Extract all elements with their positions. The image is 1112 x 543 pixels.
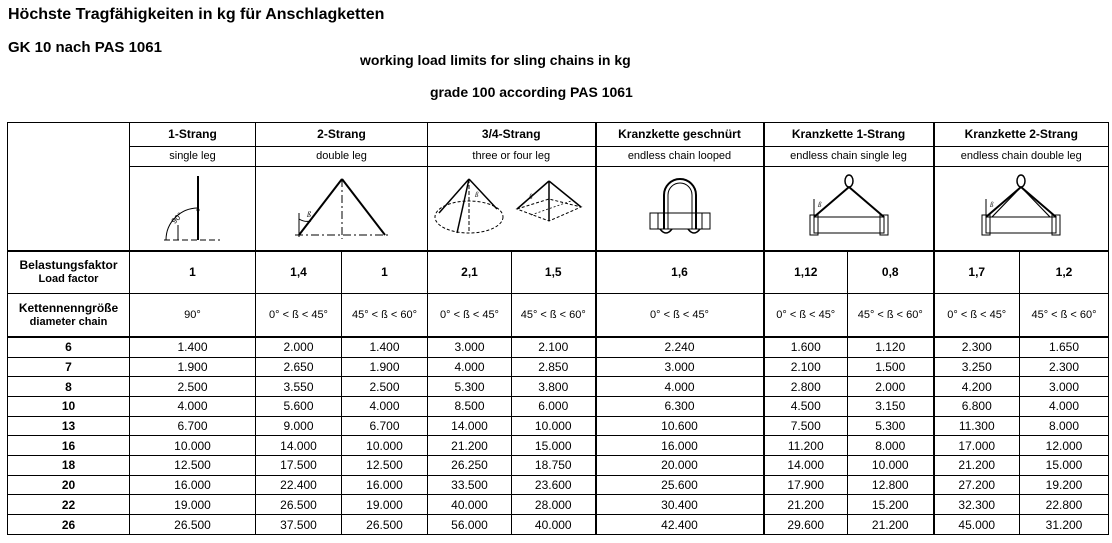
load-value-cell: 17.900	[764, 475, 848, 495]
load-value-cell: 1.900	[130, 357, 256, 377]
group-name-endless-looped: Kranzkette geschnürt	[596, 123, 764, 147]
load-value-cell: 4.000	[342, 396, 428, 416]
diameter-label-en: diameter chain	[29, 315, 108, 328]
load-value-cell: 21.200	[428, 436, 512, 456]
illustration-endless-single	[764, 166, 934, 251]
load-value-cell: 6.300	[596, 396, 764, 416]
chain-diameter: 20	[8, 475, 130, 495]
chain-diameter: 13	[8, 416, 130, 436]
load-factor-label-cell	[8, 251, 130, 294]
page-subtitle: GK 10 nach PAS 1061	[8, 39, 162, 56]
illustration-double-leg	[256, 166, 428, 251]
load-value-cell: 31.200	[1020, 515, 1109, 535]
load-value-cell: 9.000	[256, 416, 342, 436]
group-name-single-leg: 1-Strang	[130, 123, 256, 147]
load-value-cell: 3.800	[512, 377, 596, 397]
load-value-cell: 2.300	[1020, 357, 1109, 377]
load-value-cell: 14.000	[764, 456, 848, 476]
load-value-cell: 8.000	[1020, 416, 1109, 436]
load-value-cell: 8.500	[428, 396, 512, 416]
load-value-cell: 42.400	[596, 515, 764, 535]
illustration-single-leg	[130, 166, 256, 251]
load-value-cell: 11.300	[934, 416, 1020, 436]
load-value-cell: 22.800	[1020, 495, 1109, 515]
load-value-cell: 3.550	[256, 377, 342, 397]
chain-diameter: 6	[8, 337, 130, 357]
load-value-cell: 5.600	[256, 396, 342, 416]
load-value-cell: 12.800	[848, 475, 934, 495]
load-value-cell: 3.150	[848, 396, 934, 416]
load-value-cell: 4.000	[428, 357, 512, 377]
load-value-cell: 10.600	[596, 416, 764, 436]
load-value-cell: 26.250	[428, 456, 512, 476]
load-value-cell: 2.000	[256, 337, 342, 357]
load-value-cell: 16.000	[596, 436, 764, 456]
load-value-cell: 25.600	[596, 475, 764, 495]
load-value-cell: 6.700	[130, 416, 256, 436]
load-value-cell: 1.400	[130, 337, 256, 357]
load-value-cell: 45.000	[934, 515, 1020, 535]
load-value-cell: 4.000	[1020, 396, 1109, 416]
load-value-cell: 2.300	[934, 337, 1020, 357]
angle-range: 0° < ß < 45°	[764, 294, 848, 337]
header-corner-cell	[8, 123, 130, 251]
group-desc-three-four-leg: three or four leg	[428, 146, 596, 166]
load-value-cell: 19.200	[1020, 475, 1109, 495]
load-value-cell: 15.000	[1020, 456, 1109, 476]
table-row	[8, 337, 1109, 357]
load-value-cell: 28.000	[512, 495, 596, 515]
load-factor-value: 1,7	[934, 251, 1020, 294]
load-value-cell: 20.000	[596, 456, 764, 476]
table-row	[8, 495, 1109, 515]
load-value-cell: 40.000	[428, 495, 512, 515]
illustration-three-four-leg	[428, 166, 596, 251]
load-value-cell: 10.000	[848, 456, 934, 476]
angle-range: 0° < ß < 45°	[596, 294, 764, 337]
beta-label: ß	[306, 210, 311, 220]
endless-chain-double-leg-icon	[966, 173, 1076, 243]
load-value-cell: 21.200	[934, 456, 1020, 476]
load-value-cell: 11.200	[764, 436, 848, 456]
angle-range: 90°	[130, 294, 256, 337]
angle-range: 0° < ß < 45°	[256, 294, 342, 337]
load-value-cell: 2.100	[512, 337, 596, 357]
load-value-cell: 26.500	[256, 495, 342, 515]
load-value-cell: 18.750	[512, 456, 596, 476]
load-value-cell: 15.000	[512, 436, 596, 456]
load-value-cell: 29.600	[764, 515, 848, 535]
group-desc-endless-looped: endless chain looped	[596, 146, 764, 166]
load-value-cell: 8.000	[848, 436, 934, 456]
load-value-cell: 32.300	[934, 495, 1020, 515]
load-value-cell: 12.500	[342, 456, 428, 476]
endless-chain-single-leg-icon	[794, 173, 904, 243]
single-leg-diagram-icon	[158, 170, 228, 246]
load-value-cell: 7.500	[764, 416, 848, 436]
chain-diameter: 7	[8, 357, 130, 377]
load-factor-label: Belastungsfaktor	[19, 258, 118, 273]
load-value-cell: 10.000	[512, 416, 596, 436]
load-value-cell: 17.500	[256, 456, 342, 476]
load-value-cell: 6.700	[342, 416, 428, 436]
svg-text:ß: ß	[817, 201, 821, 210]
load-value-cell: 3.000	[428, 337, 512, 357]
angle-label: 90°	[169, 210, 185, 226]
load-value-cell: 21.200	[764, 495, 848, 515]
load-value-cell: 1.400	[342, 337, 428, 357]
load-factor-value: 1,5	[512, 251, 596, 294]
load-value-cell: 10.000	[342, 436, 428, 456]
load-value-cell: 2.500	[342, 377, 428, 397]
load-value-cell: 2.000	[848, 377, 934, 397]
chain-diameter: 8	[8, 377, 130, 397]
load-value-cell: 5.300	[428, 377, 512, 397]
double-leg-diagram-icon	[277, 173, 407, 243]
load-value-cell: 1.600	[764, 337, 848, 357]
english-title: working load limits for sling chains in kg	[360, 52, 631, 68]
table-row	[8, 416, 1109, 436]
load-value-cell: 2.850	[512, 357, 596, 377]
load-value-cell: 12.500	[130, 456, 256, 476]
load-value-cell: 1.650	[1020, 337, 1109, 357]
load-limits-table	[7, 122, 1109, 535]
load-value-cell: 1.120	[848, 337, 934, 357]
load-value-cell: 22.400	[256, 475, 342, 495]
angle-range: 45° < ß < 60°	[342, 294, 428, 337]
table-row	[8, 436, 1109, 456]
load-value-cell: 19.000	[342, 495, 428, 515]
diameter-label-cell	[8, 294, 130, 337]
angle-range: 0° < ß < 45°	[428, 294, 512, 337]
load-value-cell: 21.200	[848, 515, 934, 535]
load-value-cell: 3.250	[934, 357, 1020, 377]
diameter-label: Kettennenngröße	[18, 300, 119, 315]
group-desc-endless-double: endless chain double leg	[934, 146, 1109, 166]
load-value-cell: 30.400	[596, 495, 764, 515]
load-value-cell: 3.000	[1020, 377, 1109, 397]
load-value-cell: 26.500	[130, 515, 256, 535]
load-factor-value: 0,8	[848, 251, 934, 294]
load-value-cell: 12.000	[1020, 436, 1109, 456]
group-name-three-four-leg: 3/4-Strang	[428, 123, 596, 147]
three-four-leg-diagram-icon	[429, 173, 593, 243]
load-value-cell: 4.000	[130, 396, 256, 416]
load-value-cell: 1.900	[342, 357, 428, 377]
load-factor-value: 1,6	[596, 251, 764, 294]
angle-range: 0° < ß < 45°	[934, 294, 1020, 337]
load-factor-value: 2,1	[428, 251, 512, 294]
load-value-cell: 14.000	[428, 416, 512, 436]
load-value-cell: 4.000	[596, 377, 764, 397]
load-value-cell: 15.200	[848, 495, 934, 515]
load-value-cell: 5.300	[848, 416, 934, 436]
load-value-cell: 14.000	[256, 436, 342, 456]
load-value-cell: 6.000	[512, 396, 596, 416]
load-factor-value: 1,2	[1020, 251, 1109, 294]
load-factor-label-en: Load factor	[38, 273, 99, 286]
load-factor-value: 1,4	[256, 251, 342, 294]
svg-text:ß: ß	[529, 193, 533, 202]
load-value-cell: 37.500	[256, 515, 342, 535]
english-subtitle: grade 100 according PAS 1061	[430, 84, 633, 100]
table-row	[8, 515, 1109, 535]
load-value-cell: 6.800	[934, 396, 1020, 416]
load-value-cell: 16.000	[342, 475, 428, 495]
table-row	[8, 456, 1109, 476]
load-value-cell: 33.500	[428, 475, 512, 495]
load-value-cell: 26.500	[342, 515, 428, 535]
load-value-cell: 56.000	[428, 515, 512, 535]
svg-text:ß: ß	[475, 191, 479, 200]
chain-diameter: 10	[8, 396, 130, 416]
load-factor-value: 1	[342, 251, 428, 294]
data-rows	[8, 337, 1109, 535]
group-name-endless-single: Kranzkette 1-Strang	[764, 123, 934, 147]
load-factor-value: 1,12	[764, 251, 848, 294]
table-row	[8, 357, 1109, 377]
group-desc-double-leg: double leg	[256, 146, 428, 166]
load-value-cell: 16.000	[130, 475, 256, 495]
svg-text:ß: ß	[990, 201, 994, 210]
load-value-cell: 4.500	[764, 396, 848, 416]
page-title: Höchste Tragfähigkeiten in kg für Anschlagketten	[8, 6, 385, 23]
load-value-cell: 4.200	[934, 377, 1020, 397]
load-value-cell: 40.000	[512, 515, 596, 535]
load-value-cell: 27.200	[934, 475, 1020, 495]
load-value-cell: 2.100	[764, 357, 848, 377]
illustration-endless-double	[934, 166, 1109, 251]
load-value-cell: 2.650	[256, 357, 342, 377]
group-desc-single-leg: single leg	[130, 146, 256, 166]
table-row	[8, 475, 1109, 495]
group-name-double-leg: 2-Strang	[256, 123, 428, 147]
load-value-cell: 10.000	[130, 436, 256, 456]
load-value-cell: 1.500	[848, 357, 934, 377]
load-value-cell: 23.600	[512, 475, 596, 495]
angle-range: 45° < ß < 60°	[848, 294, 934, 337]
load-value-cell: 19.000	[130, 495, 256, 515]
load-value-cell: 2.240	[596, 337, 764, 357]
table-row	[8, 396, 1109, 416]
illustration-endless-looped	[596, 166, 764, 251]
endless-chain-looped-icon	[640, 173, 720, 243]
table-row	[8, 377, 1109, 397]
group-name-endless-double: Kranzkette 2-Strang	[934, 123, 1109, 147]
load-value-cell: 3.000	[596, 357, 764, 377]
load-factor-value: 1	[130, 251, 256, 294]
load-value-cell: 2.800	[764, 377, 848, 397]
group-desc-endless-single: endless chain single leg	[764, 146, 934, 166]
angle-range: 45° < ß < 60°	[1020, 294, 1109, 337]
load-value-cell: 17.000	[934, 436, 1020, 456]
load-value-cell: 2.500	[130, 377, 256, 397]
chain-diameter: 22	[8, 495, 130, 515]
angle-range: 45° < ß < 60°	[512, 294, 596, 337]
chain-diameter: 18	[8, 456, 130, 476]
chain-diameter: 16	[8, 436, 130, 456]
chain-diameter: 26	[8, 515, 130, 535]
